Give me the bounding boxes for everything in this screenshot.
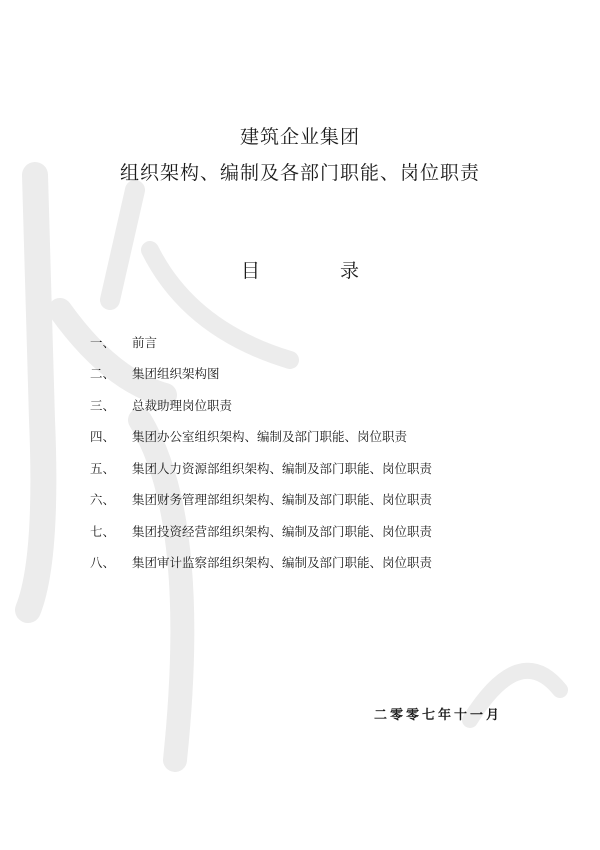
toc-item-number: 五、: [90, 460, 116, 476]
toc-item: [90, 326, 570, 358]
toc-item-text: 集团办公室组织架构、编制及部门职能、岗位职责: [132, 429, 408, 445]
toc-heading-left: 目: [240, 260, 260, 282]
toc-item-text: 集团投资经营部组织架构、编制及部门职能、岗位职责: [132, 523, 433, 539]
toc-item: [90, 358, 570, 390]
document-title-subject: 组织架构、编制及各部门职能、岗位职责: [119, 162, 480, 184]
toc-item-number: 六、: [90, 492, 116, 508]
toc-item-number: 八、: [90, 555, 116, 571]
title-block: [0, 122, 600, 188]
toc-item-number: 二、: [90, 366, 116, 382]
toc-item: [90, 389, 570, 421]
toc-item: [90, 421, 570, 453]
toc-item-text: 集团财务管理部组织架构、编制及部门职能、岗位职责: [132, 492, 433, 508]
toc-item-text: 总裁助理岗位职责: [132, 397, 233, 413]
toc-item-number: 三、: [90, 397, 116, 413]
table-of-contents: [90, 326, 570, 578]
toc-item: [90, 484, 570, 516]
document-title-company: 建筑企业集团: [239, 126, 360, 148]
toc-item-number: 一、: [90, 334, 116, 350]
toc-item: [90, 515, 570, 547]
toc-heading: [0, 256, 600, 286]
toc-item-text: 前言: [132, 334, 158, 350]
document-date: 二零零七年十一月: [373, 708, 502, 723]
toc-item: [90, 547, 570, 579]
toc-item-number: 七、: [90, 523, 116, 539]
toc-item: [90, 452, 570, 484]
toc-heading-right: 录: [340, 260, 360, 282]
toc-item-text: 集团组织架构图: [132, 366, 220, 382]
toc-item-text: 集团审计监察部组织架构、编制及部门职能、岗位职责: [132, 555, 433, 571]
toc-item-text: 集团人力资源部组织架构、编制及部门职能、岗位职责: [132, 460, 433, 476]
toc-item-number: 四、: [90, 429, 116, 445]
